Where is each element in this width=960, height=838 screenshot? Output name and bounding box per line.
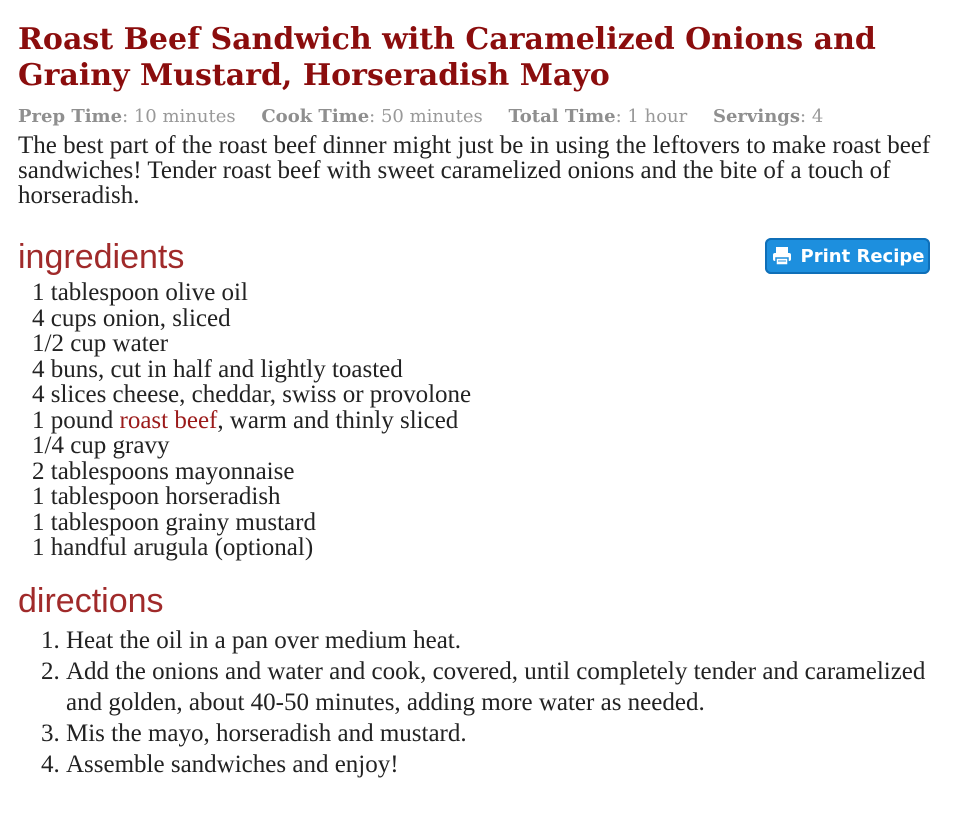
direction-step: 3. Mis the mayo, horseradish and mustard. [66, 718, 946, 749]
recipe-meta [18, 106, 938, 127]
roast-beef-link[interactable]: roast beef [119, 406, 218, 434]
total-time: Total Time: 1 hour [508, 106, 688, 127]
ingredient-item: 4 cups onion, sliced [32, 304, 231, 332]
recipe-summary: The best part of the roast beef dinner might just be in using the leftovers to make roast beef sandwiches! Tender roast beef with sweet caramelized onions and the bite of a touch of horseradish. [18, 132, 931, 209]
prep-time-value: 10 minutes [133, 106, 236, 127]
ingredient-item: 1 tablespoon horseradish [32, 483, 281, 510]
ingredients-list [32, 280, 471, 561]
cook-time-value: 50 minutes [380, 106, 483, 127]
cook-time-label: Cook Time [261, 106, 370, 127]
ingredient-pre: 1 pound [32, 406, 120, 434]
ingredient-post: , warm and thinly sliced [217, 406, 459, 434]
ingredient-item: 1 handful arugula (optional) [32, 534, 314, 561]
direction-step: 2. Add the onions and water and cook, covered, until completely tender and caramelized and golden, about 40-50 minutes, adding more water as needed. [66, 656, 946, 718]
recipe-card [18, 0, 938, 778]
ingredient-item: 1 tablespoon grainy mustard [32, 508, 316, 536]
total-time-value: 1 hour [627, 106, 688, 127]
directions-heading: directions [18, 582, 164, 620]
prep-time-label: Prep Time [18, 106, 123, 127]
ingredient-item: 1/4 cup gravy [32, 432, 170, 459]
prep-time: Prep Time: 10 minutes [18, 106, 236, 127]
cook-time: Cook Time: 50 minutes [261, 106, 483, 127]
ingredient-item: 1/2 cup water [32, 330, 169, 357]
total-time-label: Total Time [508, 106, 616, 127]
ingredient-item: 4 slices cheese, cheddar, swiss or provolone [32, 381, 472, 408]
ingredient-item [32, 408, 471, 434]
direction-step: 4. Assemble sandwiches and enjoy! [66, 749, 946, 780]
servings-label: Servings [712, 106, 801, 127]
directions-list [18, 625, 946, 780]
servings-value: 4 [811, 106, 824, 127]
ingredient-item: 2 tablespoons mayonnaise [32, 457, 295, 485]
ingredient-item: 1 tablespoon olive oil [32, 279, 248, 306]
print-recipe-label: Print Recipe [800, 245, 925, 267]
ingredient-item: 4 buns, cut in half and lightly toasted [32, 355, 403, 383]
servings: Servings: 4 [712, 106, 824, 127]
print-recipe-button[interactable] [765, 238, 930, 274]
direction-step: 1. Heat the oil in a pan over medium heat. [66, 625, 946, 656]
ingredients-heading: ingredients [18, 238, 185, 276]
printer-icon [771, 245, 793, 267]
recipe-title: Roast Beef Sandwich with Caramelized Onions and Grainy Mustard, Horseradish Mayo [18, 22, 876, 93]
